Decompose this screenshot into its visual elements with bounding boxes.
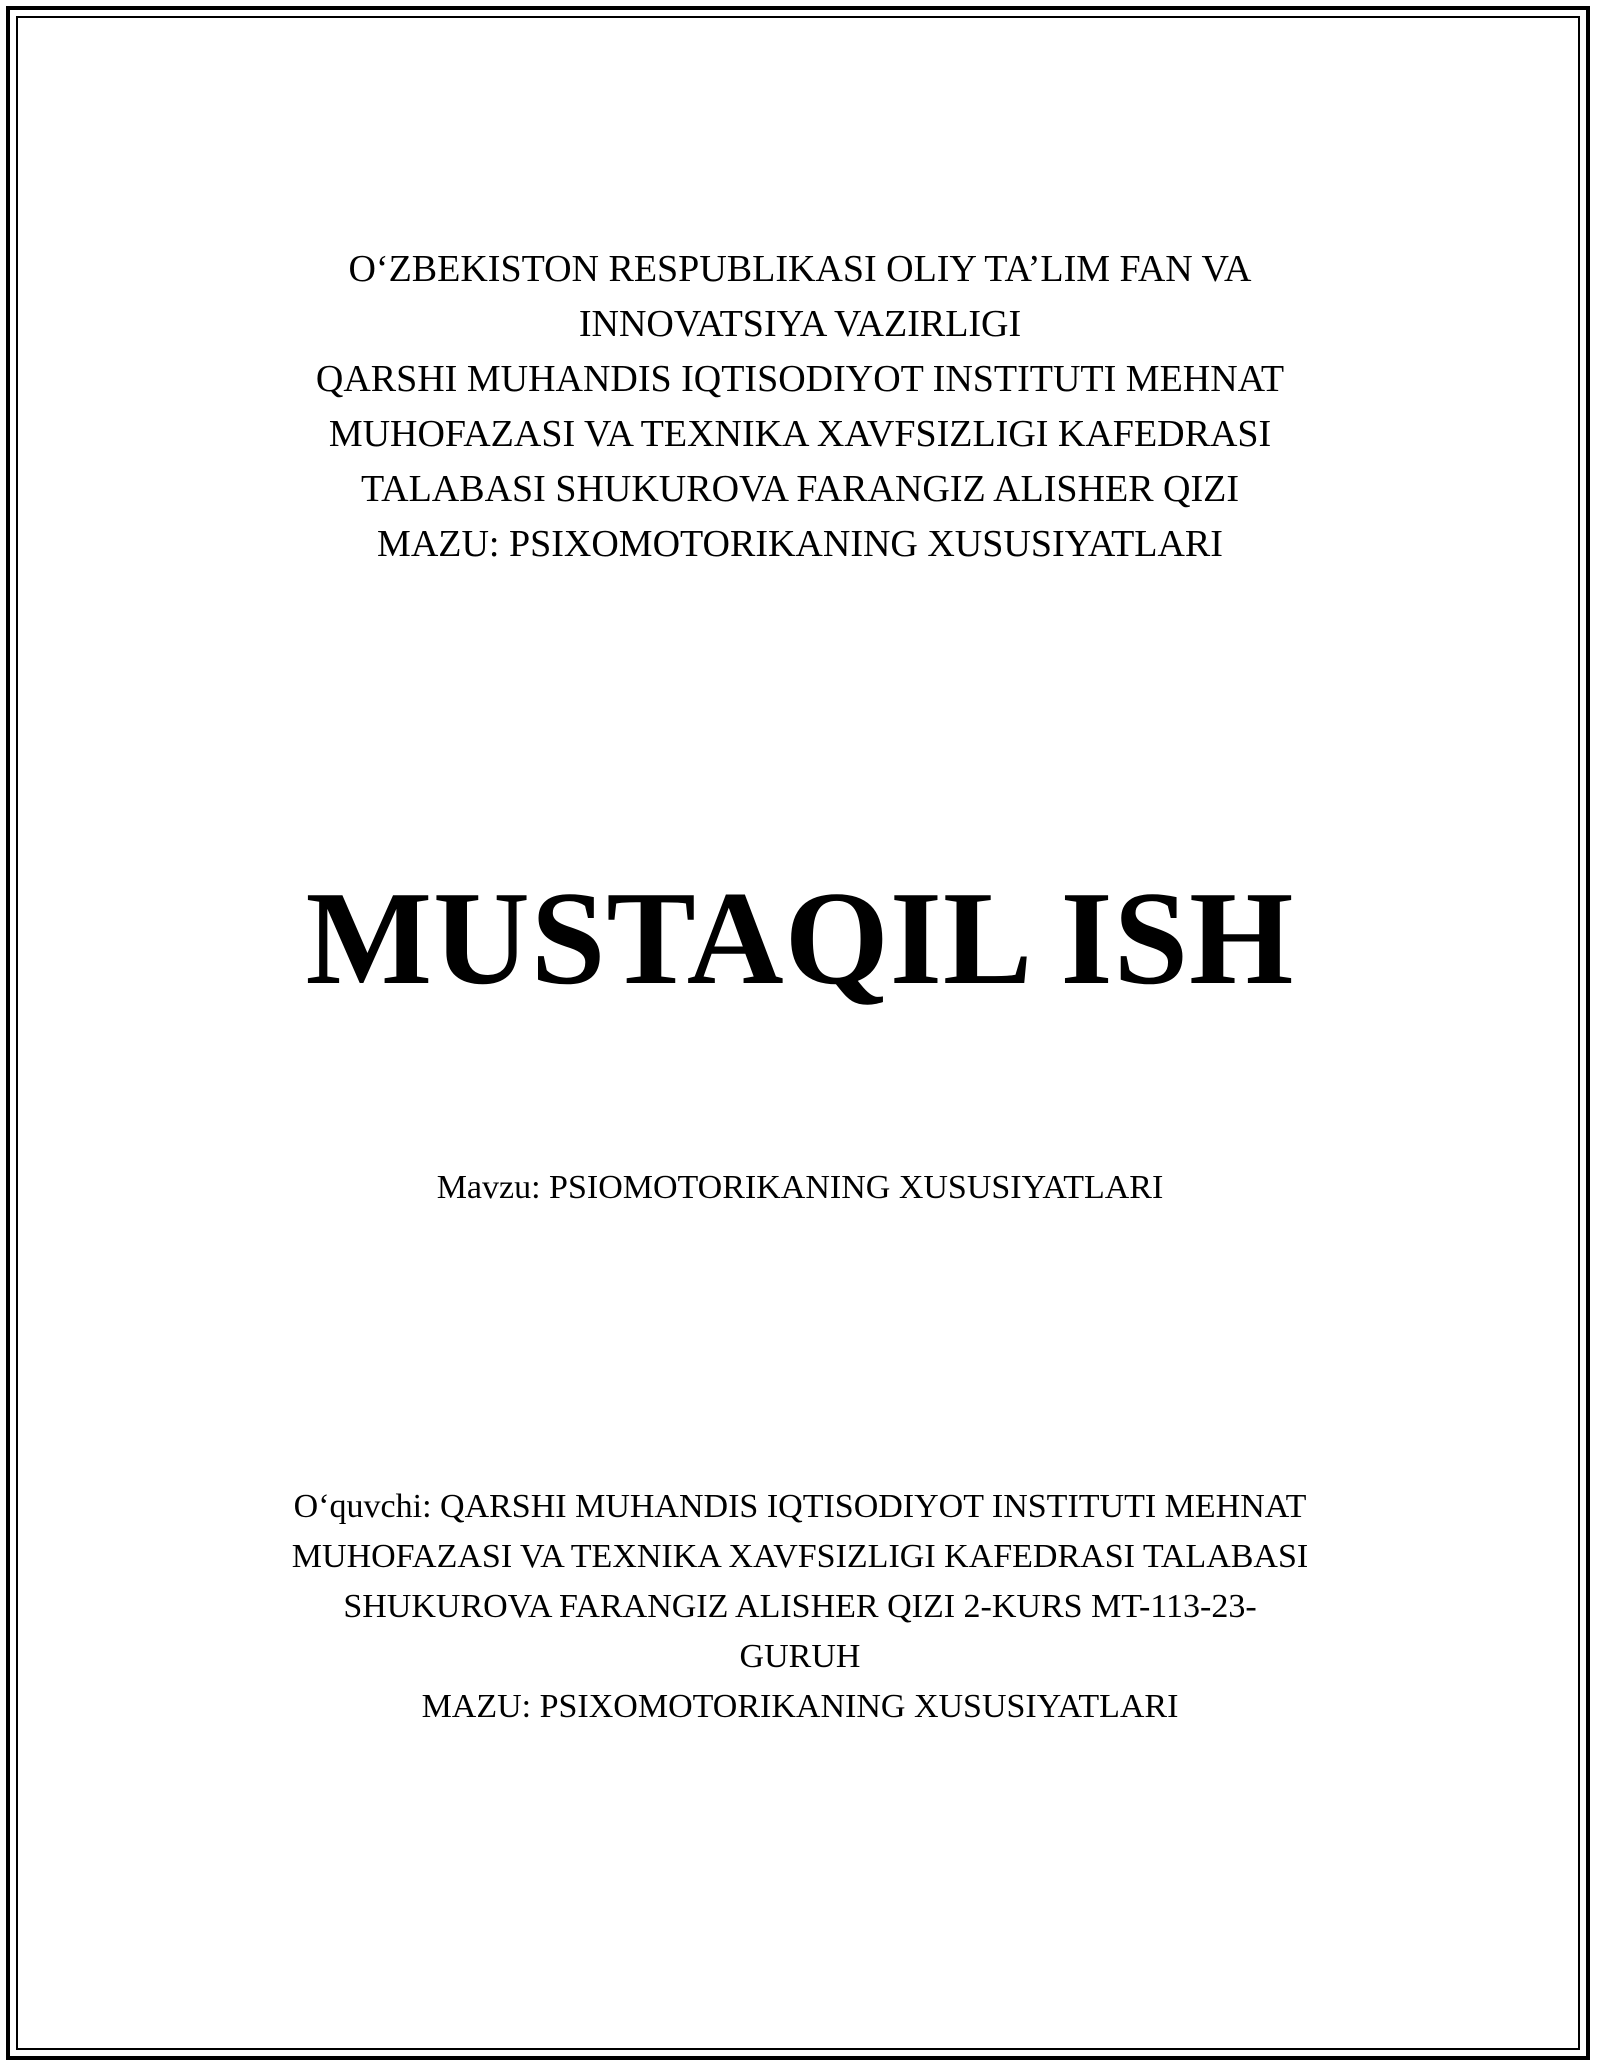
student-line-3: SHUKUROVA FARANGIZ ALISHER QIZI 2-KURS MT-113-23-	[343, 1588, 1257, 1625]
document-title: MUSTAQIL ISH	[305, 864, 1295, 1012]
header-line-2: INNOVATSIYA VAZIRLIGI	[578, 303, 1022, 345]
student-line-5: MAZU: PSIXOMOTORIKANING XUSUSIYATLARI	[421, 1688, 1179, 1725]
topic-line: Mavzu: PSIOMOTORIKANING XUSUSIYATLARI	[436, 1169, 1164, 1206]
student-line-2: MUHOFAZASI VA TEXNIKA XAVFSIZLIGI KAFEDRASI TALABASI	[291, 1538, 1309, 1575]
header-line-4: MUHOFAZASI VA TEXNIKA XAVFSIZLIGI KAFEDRASI	[328, 413, 1272, 455]
student-info	[0, 1482, 1600, 1732]
header-line-6: MAZU: PSIXOMOTORIKANING XUSUSIYATLARI	[377, 523, 1223, 565]
header-line-5: TALABASI SHUKUROVA FARANGIZ ALISHER QIZI	[360, 468, 1240, 510]
header-line-1: O‘ZBEKISTON RESPUBLIKASI OLIY TA’LIM FAN VA	[348, 248, 1252, 290]
student-line-1: O‘quvchi: QARSHI MUHANDIS IQTISODIYOT INSTITUTI MEHNAT	[293, 1488, 1307, 1525]
ministry-header	[0, 242, 1600, 572]
header-line-3: QARSHI MUHANDIS IQTISODIYOT INSTITUTI MEHNAT	[315, 358, 1285, 400]
student-line-4: GURUH	[739, 1638, 861, 1675]
